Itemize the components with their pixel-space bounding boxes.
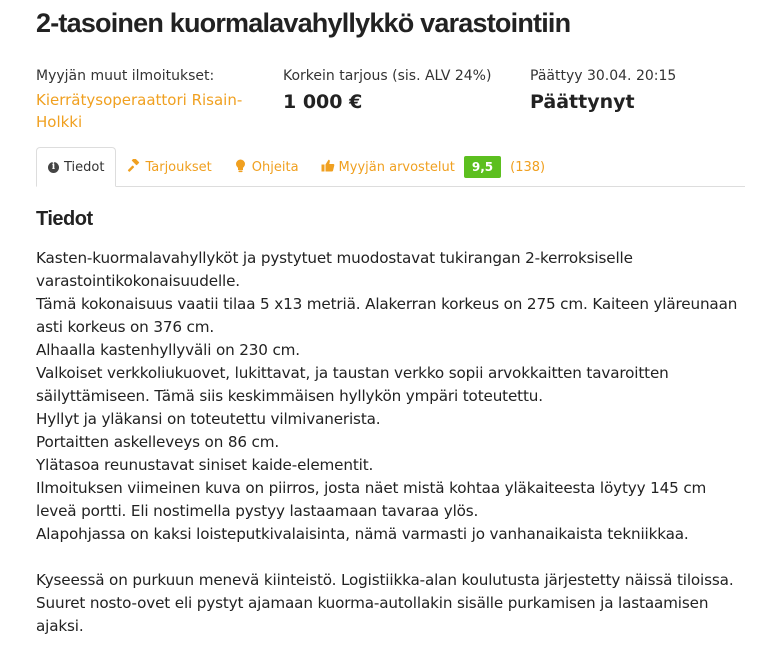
tab-bar — [36, 147, 745, 187]
description-line: Kyseessä on purkuun menevä kiinteistö. Logistiikka-alan koulutusta järjestetty näissä tiloissa. Suuret nosto-ovet eli pystyt ajamaan kuorma-autollakin sisälle purkamisen ja lastaamisen ajaksi. — [36, 571, 734, 635]
tab-ohjeita[interactable] — [223, 148, 310, 186]
seller-label: Myyjän muut ilmoitukset: — [36, 68, 215, 84]
auction-status: Päättynyt — [530, 91, 635, 113]
tab-label: Tarjoukset — [145, 159, 212, 175]
description-line: Ylätasoa reunustavat siniset kaide-elementit. — [36, 456, 374, 474]
tab-myyjan-arvostelut[interactable] — [310, 148, 557, 186]
tab-label: Tiedot — [64, 159, 105, 175]
tab-label: Myyjän arvostelut — [338, 159, 455, 175]
section-title: Tiedot — [36, 208, 93, 230]
tab-tarjoukset[interactable] — [116, 148, 222, 186]
description-line: Ilmoituksen viimeinen kuva on piirros, josta näet mistä kohtaa yläkaiteesta löytyy 145 cm leveä portti. Eli nostimella pystyy lastaamaan tavaraa ylös. — [36, 479, 707, 520]
review-count[interactable]: (138) — [510, 159, 546, 175]
thumbs-up-icon — [321, 159, 334, 175]
tab-tiedot[interactable] — [36, 147, 116, 187]
paragraph-gap — [36, 546, 748, 569]
description-line: Tämä kokonaisuus vaatii tilaa 5 x13 metriä. Alakerran korkeus on 275 cm. Kaiteen yläreunaan asti korkeus on 376 cm. — [36, 295, 738, 336]
description-line: Kasten-kuormalavahyllyköt ja pystytuet muodostavat tukirangan 2-kerroksiselle varastointikokonaisuudelle. — [36, 249, 633, 290]
description-line: Hyllyt ja yläkansi on toteutettu vilmivanerista. — [36, 410, 381, 428]
tab-label: Ohjeita — [251, 159, 299, 175]
listing-title: 2-tasoinen kuormalavahyllykkö varastointiin — [36, 8, 571, 38]
seller-link[interactable]: Kierrätysoperaattori Risain-Holkki — [36, 91, 243, 131]
seller-rating-badge: 9,5 — [464, 156, 501, 178]
highest-bid-value: 1 000 € — [283, 91, 363, 113]
highest-bid-info — [283, 66, 513, 115]
highest-bid-label: Korkein tarjous (sis. ALV 24%) — [283, 68, 492, 84]
description-line: Portaitten askelleveys on 86 cm. — [36, 433, 280, 451]
description-line: Alapohjassa on kaksi loisteputkivalaisinta, nämä varmasti jo vanhanaikaista tekniikkaa. — [36, 525, 689, 543]
description-line: Valkoiset verkkoliukuovet, lukittavat, ja taustan verkko sopii arvokkaitten tavaroitten säilyttämiseen. Tämä siis keskimmäisen hyllykön ympäri toteutettu. — [36, 364, 669, 405]
end-time-label: Päättyy 30.04. 20:15 — [530, 68, 677, 84]
info-icon: i — [48, 162, 59, 173]
seller-info — [36, 66, 266, 133]
end-time-info — [530, 66, 740, 115]
lightbulb-icon — [234, 159, 247, 176]
description — [36, 247, 748, 638]
description-line: Alhaalla kastenhyllyväli on 230 cm. — [36, 341, 300, 359]
gavel-icon — [127, 159, 140, 175]
